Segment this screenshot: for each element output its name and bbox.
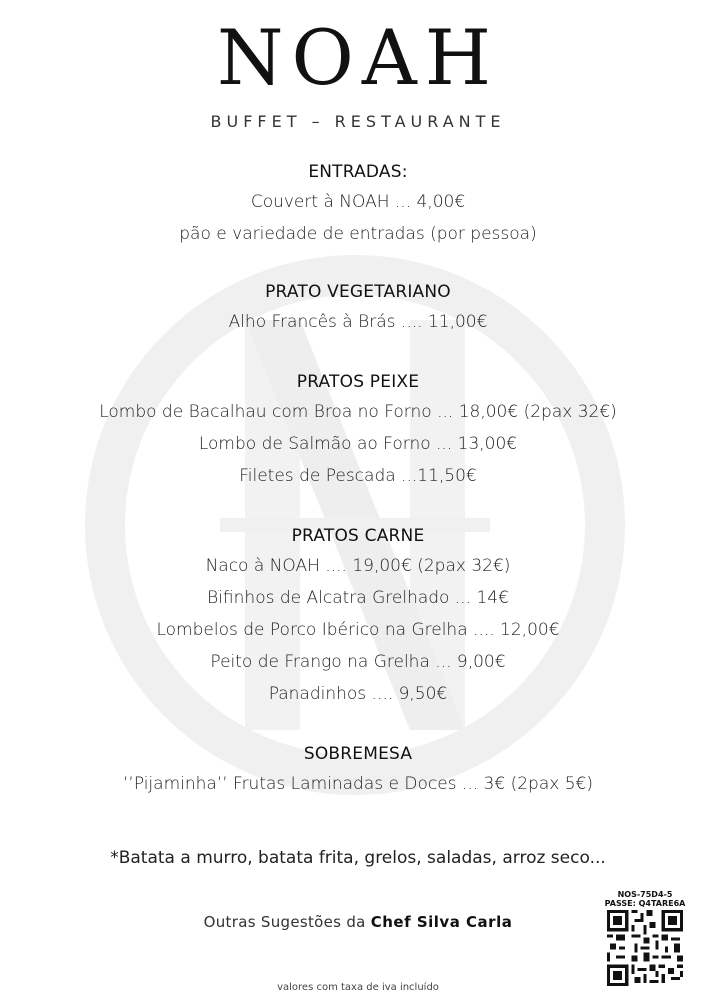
menu-item: Couvert à NOAH ... 4,00€ — [250, 192, 466, 212]
section-title: PRATOS CARNE — [291, 526, 425, 546]
menu-item: Naco à NOAH .... 19,00€ (2pax 32€) — [205, 556, 511, 576]
section-title: PRATOS PEIXE — [296, 372, 420, 392]
menu-item: Lombo de Salmão ao Forno ... 13,00€ — [198, 434, 518, 454]
wifi-network: NOS-75D4-5 — [617, 890, 673, 899]
section-title: ENTRADAS: — [308, 162, 408, 182]
chef-prefix: Outras Sugestões da — [203, 913, 366, 931]
restaurant-name: NOAH — [217, 13, 499, 102]
section-carne — [0, 522, 716, 710]
menu-item: Alho Francês à Brás .... 11,00€ — [228, 312, 488, 332]
menu-item: Lombelos de Porco Ibérico na Grelha .... 12,00€ — [156, 620, 560, 640]
restaurant-subtitle: BUFFET – RESTAURANTE — [210, 112, 506, 131]
menu-item: Bifinhos de Alcatra Grelhado ... 14€ — [207, 588, 509, 608]
wifi-password: PASSE: Q4TARE6A — [604, 899, 686, 908]
menu-item: Filetes de Pescada ...11,50€ — [239, 466, 477, 486]
sides-note: *Batata a murro, batata frita, grelos, saladas, arroz seco... — [110, 848, 606, 868]
section-title: PRATO VEGETARIANO — [265, 282, 451, 302]
qr-code-icon[interactable] — [607, 910, 683, 986]
chef-name: Chef Silva Carla — [370, 913, 513, 931]
menu-item: Panadinhos .... 9,50€ — [268, 684, 448, 704]
menu-item: Peito de Frango na Grelha ... 9,00€ — [210, 652, 506, 672]
section-peixe — [0, 368, 716, 492]
section-sobremesa — [0, 740, 716, 800]
section-title: SOBREMESA — [303, 744, 413, 764]
menu-item: pão e variedade de entradas (por pessoa) — [179, 224, 537, 244]
section-vegetariano — [0, 278, 716, 338]
section-entradas — [0, 158, 716, 250]
menu-item: Lombo de Bacalhau com Broa no Forno ... 18,00€ (2pax 32€) — [99, 402, 617, 422]
menu-item: ’’Pijaminha’’ Frutas Laminadas e Doces ... 3€ (2pax 5€) — [123, 774, 593, 794]
wifi-info — [604, 890, 686, 990]
vat-note: valores com taxa de iva incluído — [277, 982, 439, 993]
menu — [0, 158, 716, 800]
